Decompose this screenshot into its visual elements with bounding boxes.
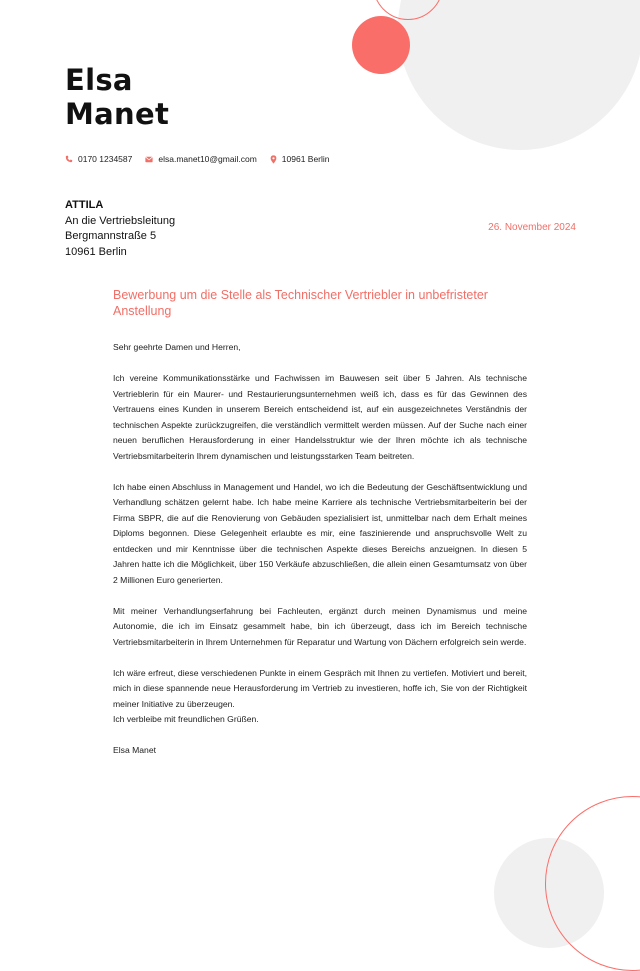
recipient-street: Bergmannstraße 5	[65, 230, 157, 242]
body-paragraph: Ich habe einen Abschluss in Management und Handel, wo ich die Bedeutung der Geschäftsentwicklung und Verhandlung schätzen gelernt habe. Ich habe meine Karriere als technische Vertriebsmitarbeiterin bei der Firma SBPR, die auf die Renovierung von Gebäuden spezialisiert ist, unmittelbar nach dem Erhalt meines Diploms begonnen. Diese Gelegenheit erlaubte es mir, eine faszinierende und anspruchsvolle Welt zu entdecken und mir Kenntnisse über die technischen Aspekte dieses Bereichs anzueignen. In diesen 5 Jahren hatte ich die Möglichkeit, über 150 Verkäufe abzuschließen, die allein einen Gesamtumsatz von über 2 Millionen Euro generierten.	[113, 481, 527, 585]
decorative-grey-circle	[398, 0, 640, 150]
contact-bar	[65, 154, 343, 164]
phone-icon	[65, 155, 73, 163]
letter-body	[113, 340, 527, 759]
first-name: Elsa	[65, 63, 133, 97]
location-text: 10961 Berlin	[281, 154, 330, 164]
mail-icon	[145, 156, 153, 163]
signature: Elsa Manet	[113, 745, 156, 755]
location-pin-icon	[270, 155, 277, 164]
salutation: Sehr geehrte Damen und Herren,	[113, 342, 241, 352]
decorative-grey-circle-bottom	[494, 838, 604, 948]
applicant-name	[65, 63, 169, 131]
recipient-address	[65, 198, 175, 260]
body-paragraph: Ich wäre erfreut, diese verschiedenen Punkte in einem Gespräch mit Ihnen zu vertiefen. Motiviert und bereit, mich in diese spannende neue Herausforderung im Vertrieb zu investieren, hoffe ich, Sie von der Richtigkeit meiner Initiative zu überzeugen.	[113, 667, 527, 709]
body-paragraph: Ich vereine Kommunikationsstärke und Fachwissen im Bauwesen seit über 5 Jahren. Als technische Vertrieblerin für ein Maurer- und Restaurierungsunternehmen weiß ich, dass es für das Gewinnen des Vertrauens eines Kunden in unserem Bereich entscheidend ist, auf ein ausgezeichnetes Verständnis der technischen Aspekte zurückzugreifen, die verständlich vermittelt werden müssen. Auf der Suche nach einer neuen beruflichen Herausforderung in einer Handelsstruktur wie der Ihren möchte ich als technische Vertriebsmitarbeiterin Ihrem dynamischen und leistungsstarken Team beitreten.	[113, 373, 527, 461]
letter-date: 26. November 2024	[488, 222, 576, 233]
phone-number: 0170 1234587	[78, 154, 133, 164]
contact-location	[270, 154, 330, 164]
contact-email	[145, 154, 256, 164]
decorative-ring	[373, 0, 443, 20]
decorative-coral-circle	[352, 16, 410, 74]
recipient-city: 10961 Berlin	[65, 245, 127, 258]
recipient-department: An die Vertriebsleitung	[65, 214, 176, 227]
recipient-company: ATTILA	[65, 199, 104, 211]
decorative-ring-bottom	[545, 796, 640, 971]
letter-subject: Bewerbung um die Stelle als Technischer Vertriebler in unbefristeter Anstellung	[113, 288, 488, 318]
email-address: elsa.manet10@gmail.com	[158, 154, 257, 164]
contact-phone	[65, 154, 132, 164]
closing-line: Ich verbleibe mit freundlichen Grüßen.	[113, 714, 259, 724]
body-paragraph: Mit meiner Verhandlungserfahrung bei Fachleuten, ergänzt durch meinen Dynamismus und meine Autonomie, die ich im Einsatz gesammelt habe, bin ich überzeugt, dass ich im Bereich technische Vertriebsmitarbeiterin in Ihrem Unternehmen für Reparatur und Wartung von Dächern erfolgreich sein werde.	[113, 605, 527, 647]
last-name: Manet	[65, 97, 170, 131]
